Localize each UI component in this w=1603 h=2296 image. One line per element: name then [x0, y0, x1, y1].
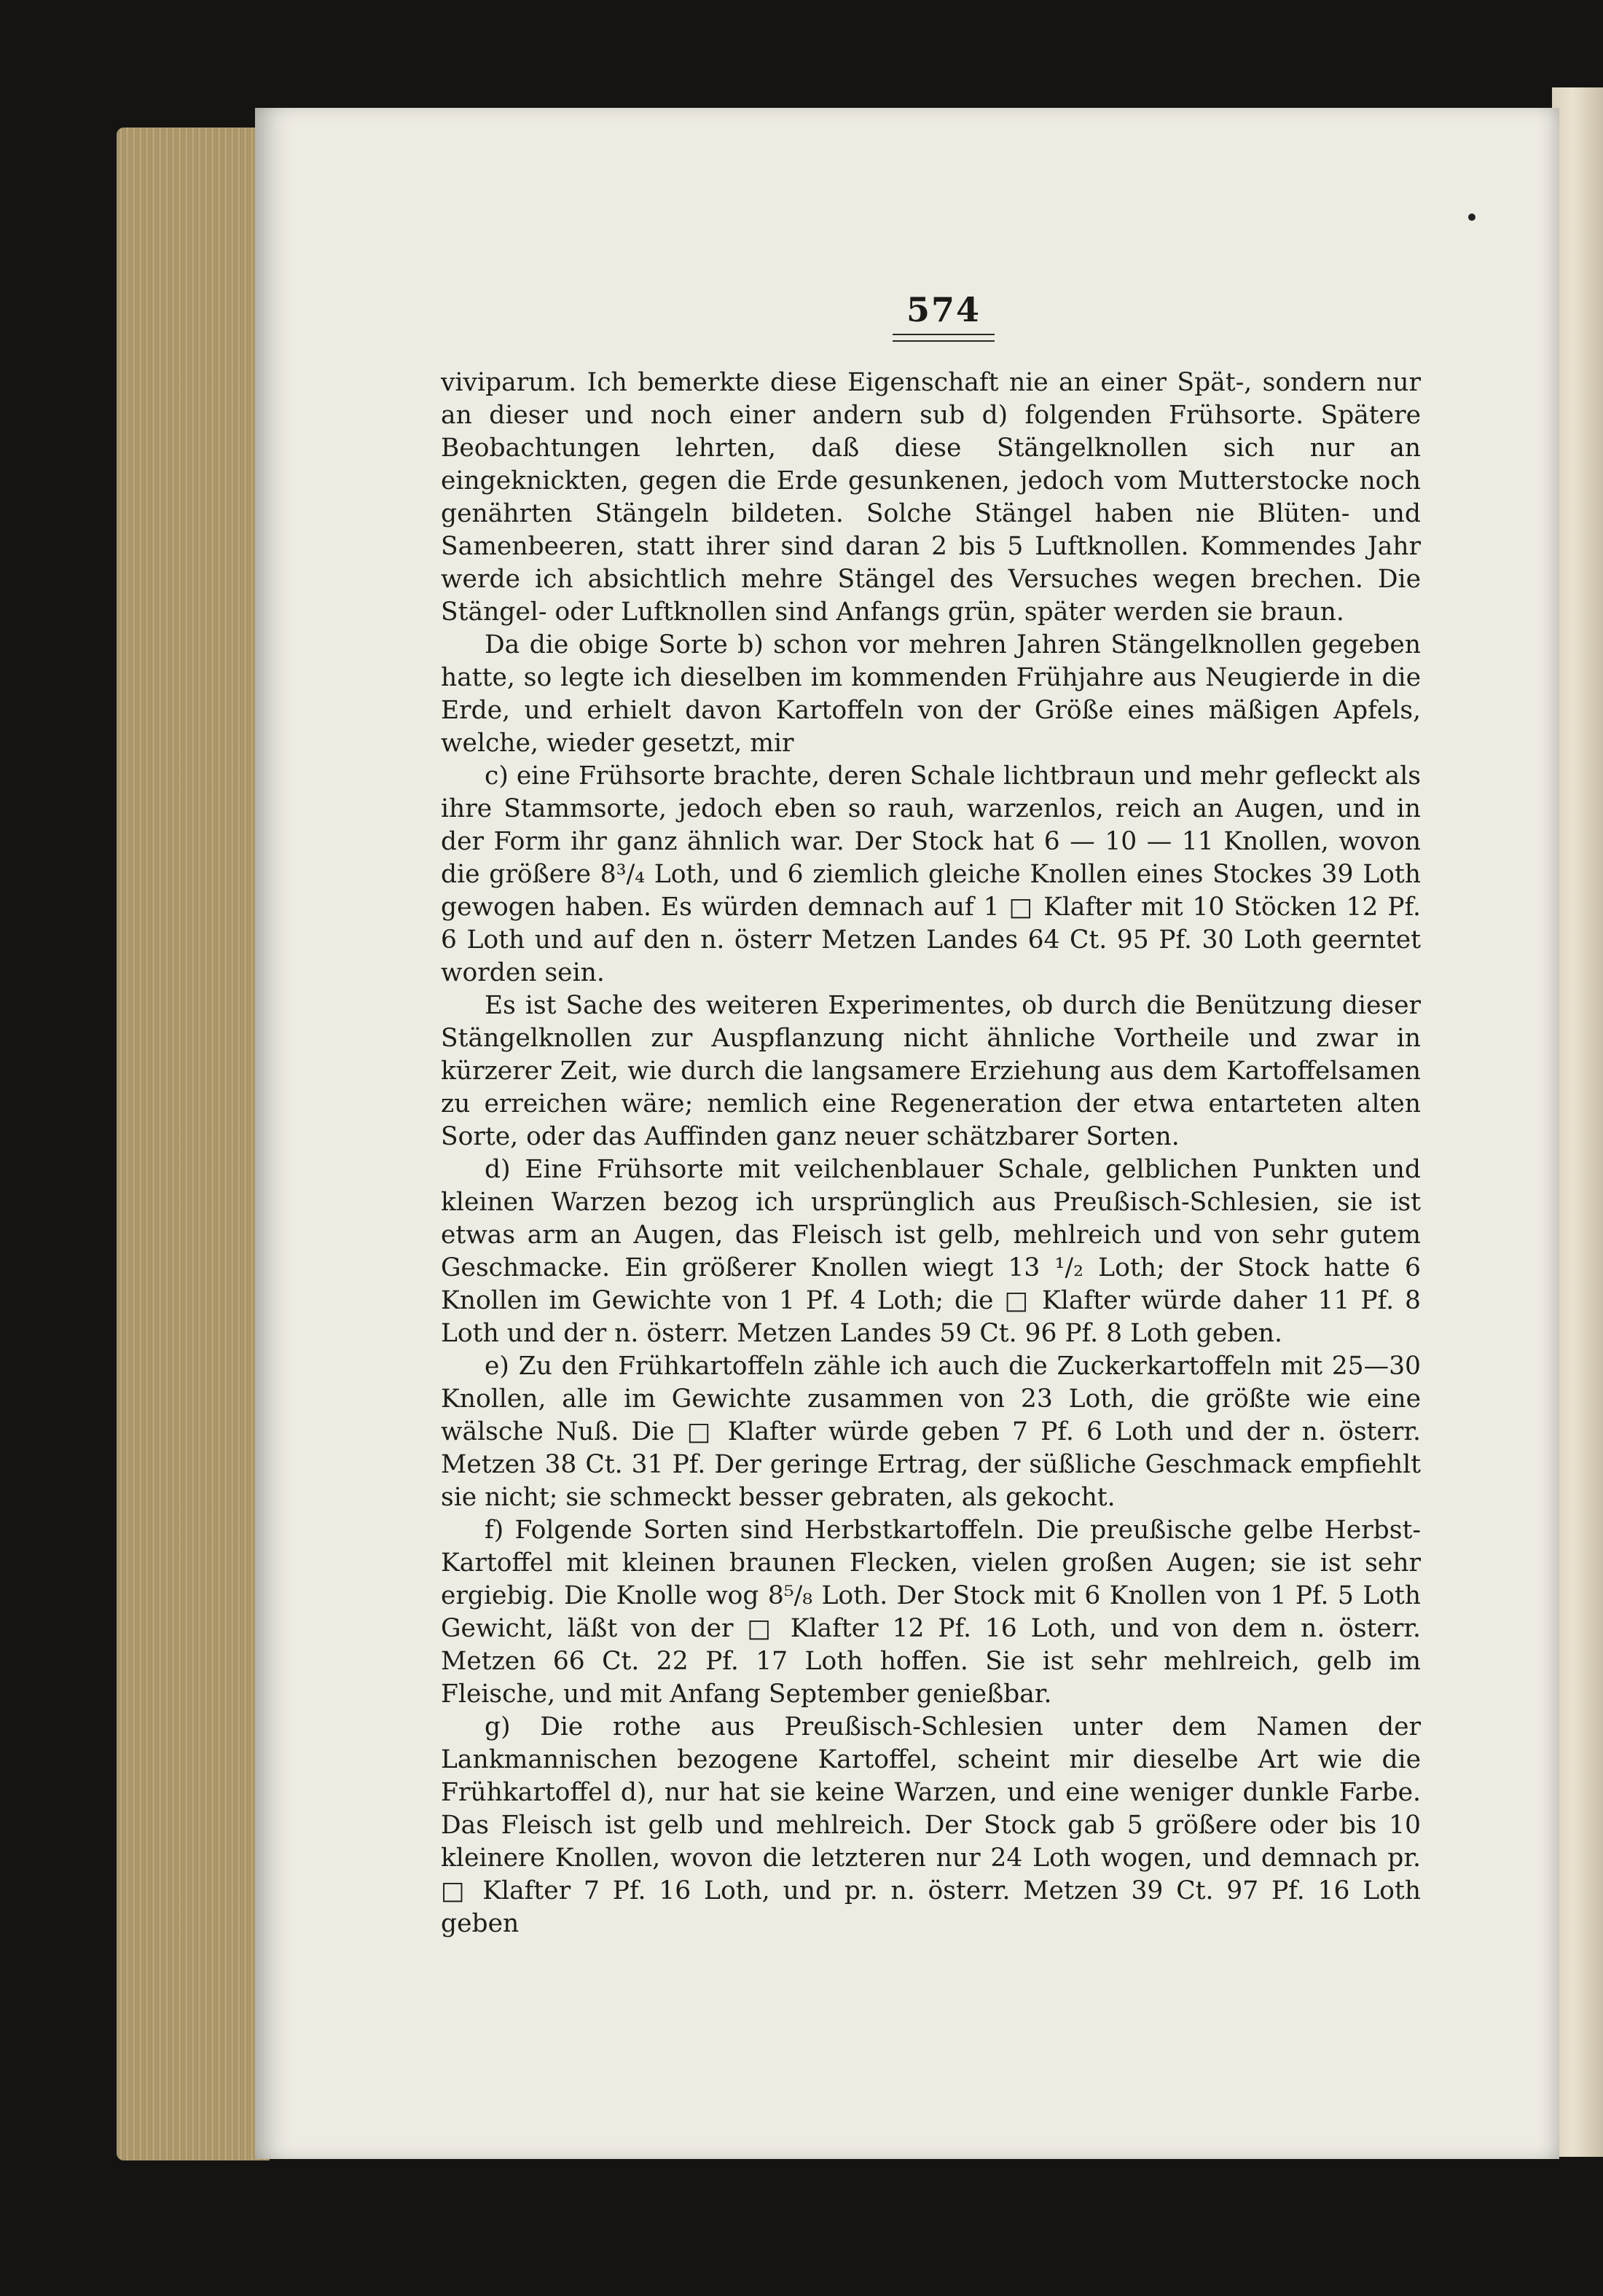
- paragraph: Da die obige Sorte b) schon vor mehren Jahren Stängelknollen gegeben hatte, so legte ich dieselben im kommenden Frühjahre aus Neugierde in die Erde, und erhielt davon Kartoffeln von der Größe eines mäßigen Apfels, welche, wieder gesetzt, mir: [441, 630, 1421, 758]
- ink-dot: [1468, 213, 1475, 221]
- paragraph: d) Eine Frühsorte mit veilchenblauer Schale, gelblichen Punkten und kleinen Warzen bezog ich ursprünglich aus Preußisch-Schlesien, sie ist etwas arm an Augen, das Fleisch ist gelb, mehlreich und von sehr gutem Geschmacke. Ein größerer Knollen wiegt 13 ¹/₂ Loth; der Stock hatte 6 Knollen im Gewichte von 1 Pf. 4 Loth; die □ Klafter würde daher 11 Pf. 8 Loth und der n. österr. Metzen Landes 59 Ct. 96 Pf. 8 Loth geben.: [441, 1155, 1421, 1348]
- paragraph: Es ist Sache des weiteren Experimentes, ob durch die Benützung dieser Stängelknollen zur Auspflanzung nicht ähnliche Vortheile und zwar in kürzerer Zeit, wie durch die langsamere Erziehung aus dem Kartoffelsamen zu erreichen wäre; nemlich eine Regeneration der etwa entarteten alten Sorte, oder das Auffinden ganz neuer schätzbarer Sorten.: [441, 991, 1421, 1151]
- paragraph: g) Die rothe aus Preußisch-Schlesien unter dem Namen der Lankmannischen bezogene Kartoffel, scheint mir dieselbe Art wie die Frühkartoffel d), nur hat sie keine Warzen, und eine weniger dunkle Farbe. Das Fleisch ist gelb und mehlreich. Der Stock gab 5 größere oder bis 10 kleinere Knollen, wovon die letzteren nur 24 Loth wogen, und demnach pr. □ Klafter 7 Pf. 16 Loth, und pr. n. österr. Metzen 39 Ct. 97 Pf. 16 Loth geben: [441, 1712, 1421, 1938]
- page-number-rule: [893, 334, 995, 342]
- body-text: [441, 367, 1421, 1940]
- paragraph: f) Folgende Sorten sind Herbstkartoffeln. Die preußische gelbe Herbst-Kartoffel mit kleinen braunen Flecken, vielen großen Augen; sie ist sehr ergiebig. Die Knolle wog 8⁵/₈ Loth. Der Stock mit 6 Knollen von 1 Pf. 5 Loth Gewicht, läßt von der □ Klafter 12 Pf. 16 Loth, und von dem n. österr. Metzen 66 Ct. 22 Pf. 17 Loth hoffen. Sie ist sehr mehlreich, gelb im Fleische, und mit Anfang September genießbar.: [441, 1516, 1421, 1709]
- paragraph: c) eine Frühsorte brachte, deren Schale lichtbraun und mehr gefleckt als ihre Stammsorte, jedoch eben so rauh, warzenlos, reich an Augen, und in der Form ihr ganz ähnlich war. Der Stock hat 6 — 10 — 11 Knollen, wovon die größere 8³/₄ Loth, und 6 ziemlich gleiche Knollen eines Stockes 39 Loth gewogen haben. Es würden demnach auf 1 □ Klafter mit 10 Stöcken 12 Pf. 6 Loth und auf den n. österr Metzen Landes 64 Ct. 95 Pf. 30 Loth geerntet worden sein.: [441, 761, 1421, 987]
- facing-page-edge: [1552, 87, 1603, 2157]
- paragraph: e) Zu den Frühkartoffeln zähle ich auch die Zuckerkartoffeln mit 25—30 Knollen, alle im Gewichte zusammen von 23 Loth, die größte wie eine wälsche Nuß. Die □ Klafter würde geben 7 Pf. 6 Loth und der n. österr. Metzen 38 Ct. 31 Pf. Der geringe Ertrag, der süßliche Geschmack empfiehlt sie nicht; sie schmeckt besser gebraten, als gekocht.: [441, 1352, 1421, 1512]
- page-number: 574: [906, 290, 981, 329]
- book-page: [255, 108, 1559, 2159]
- paragraph: viviparum. Ich bemerkte diese Eigenschaft nie an einer Spät-, sondern nur an dieser und noch einer andern sub d) folgenden Frühsorte. Spätere Beobachtungen lehrten, daß diese Stängelknollen sich nur an eingeknickten, gegen die Erde gesunkenen, jedoch vom Mutterstocke noch genährten Stängeln bildeten. Solche Stängel haben nie Blüten- und Samenbeeren, statt ihrer sind daran 2 bis 5 Luftknollen. Kommendes Jahr werde ich absichtlich mehre Stängel des Versuches wegen brechen. Die Stängel- oder Luftknollen sind Anfangs grün, später werden sie braun.: [441, 368, 1421, 627]
- book-page-edges: [117, 128, 270, 2160]
